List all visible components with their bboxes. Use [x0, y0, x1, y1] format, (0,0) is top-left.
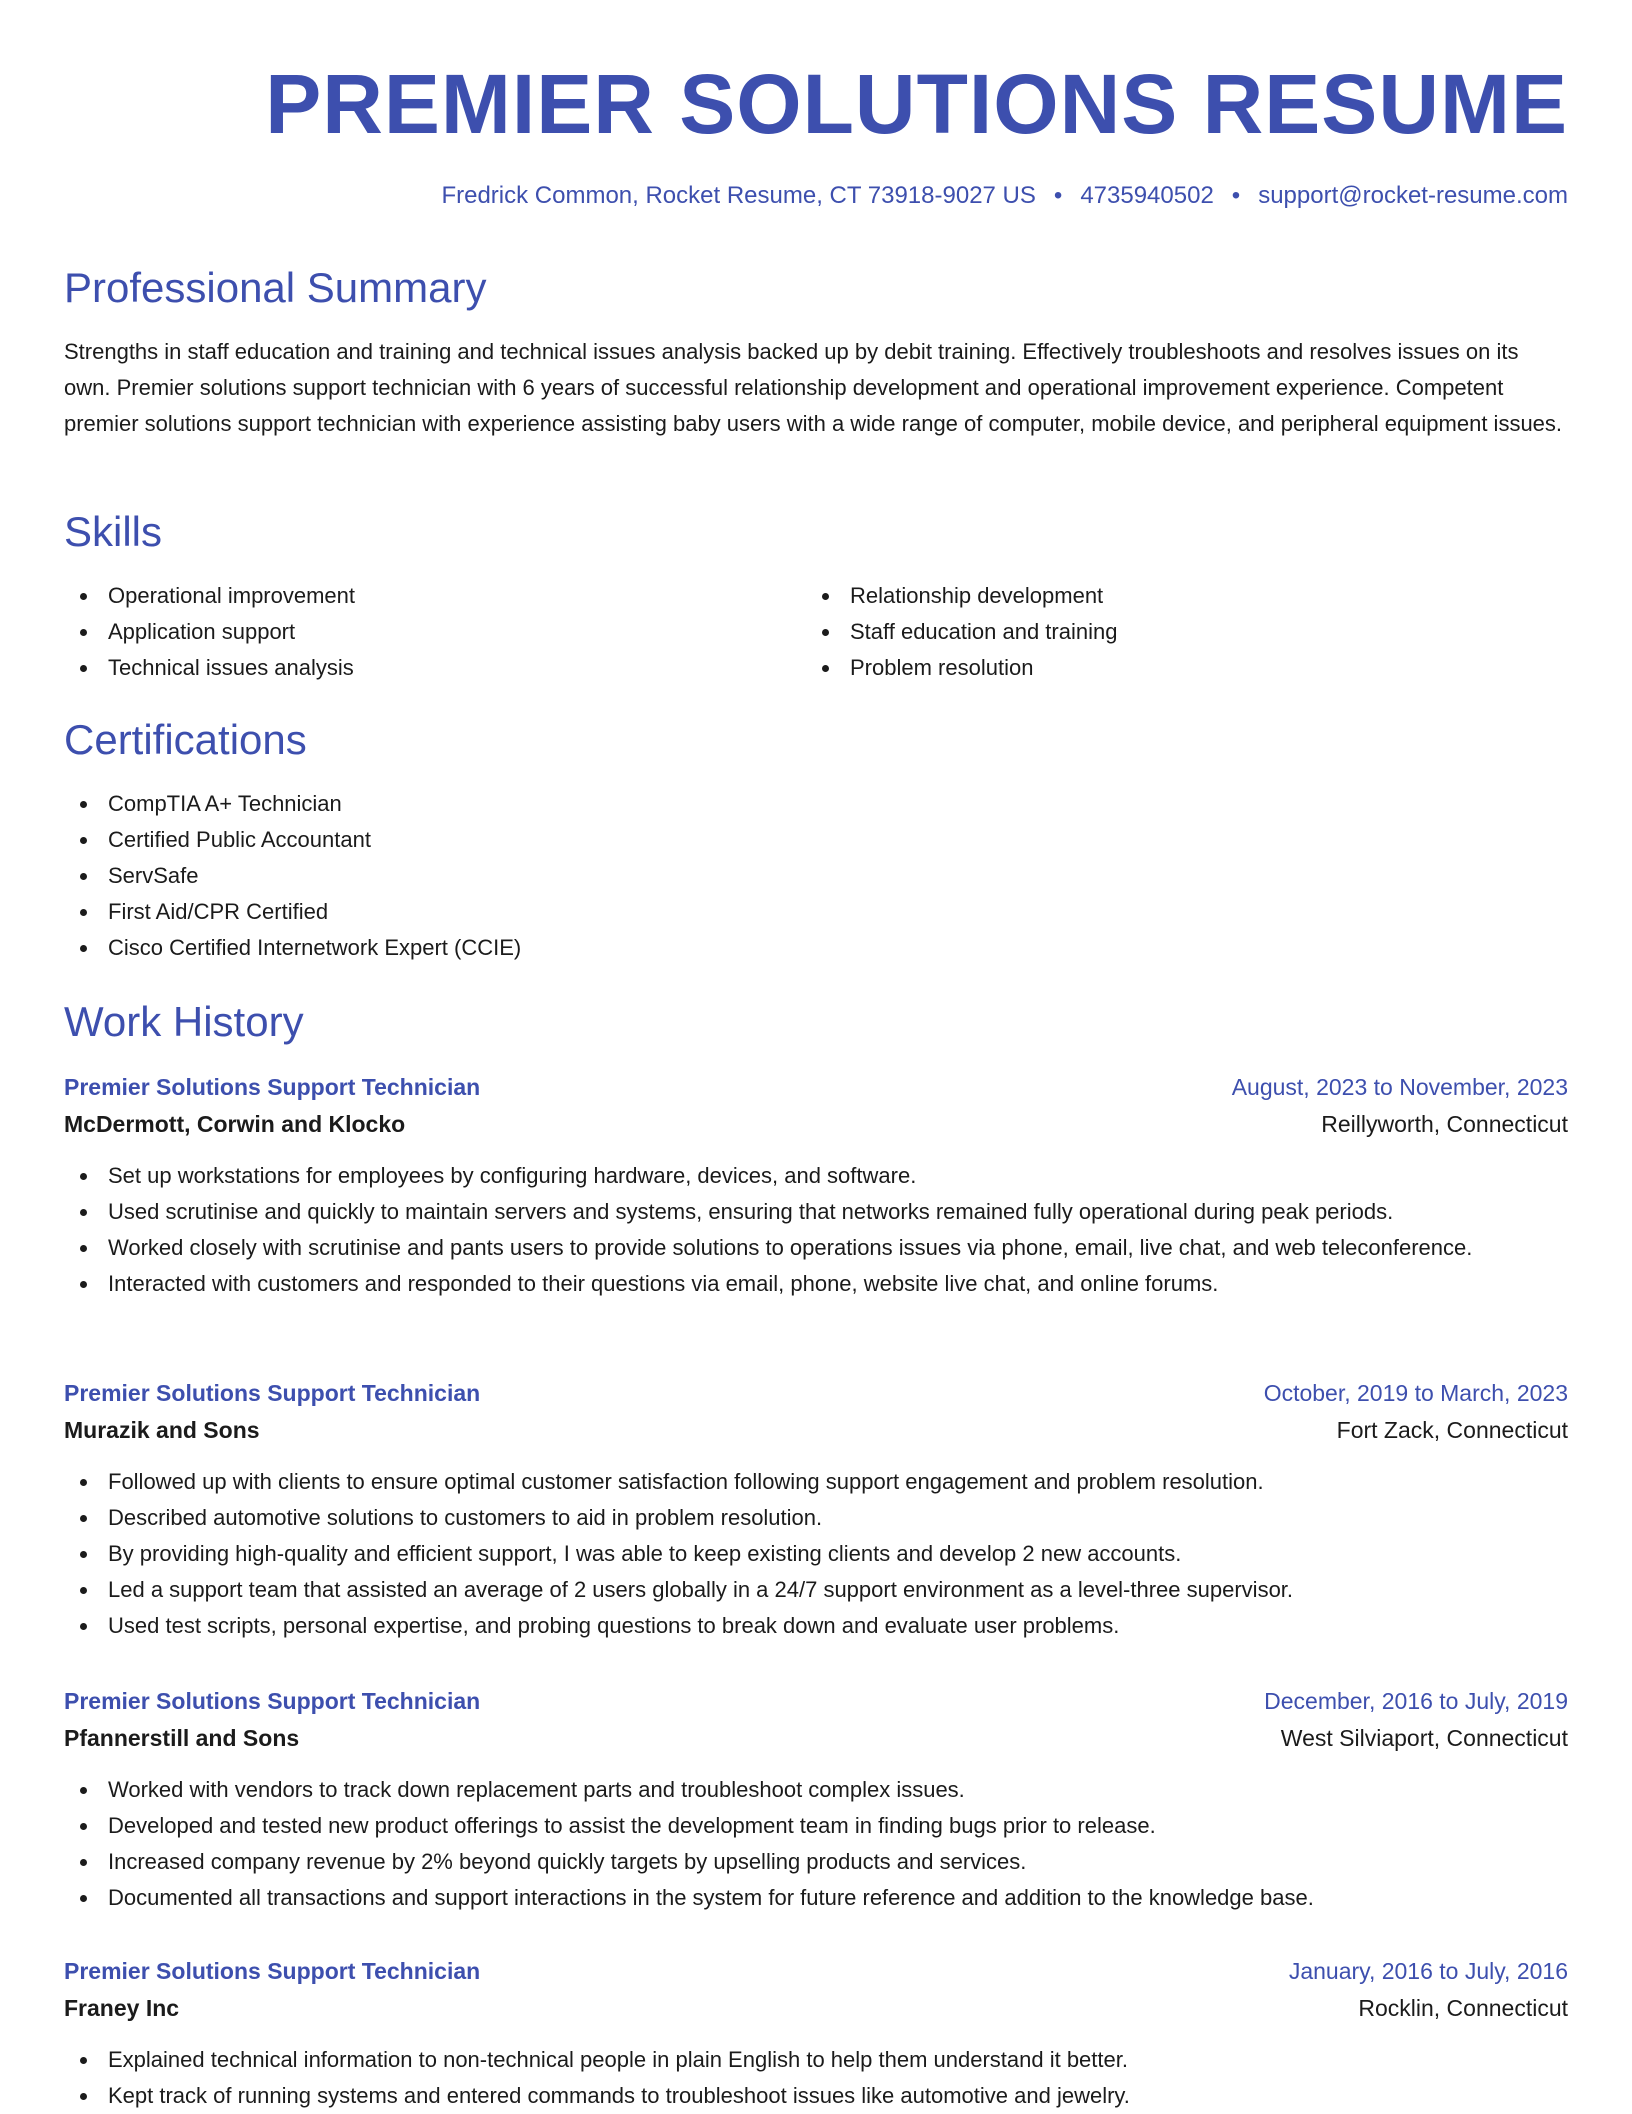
job-bullet: Followed up with clients to ensure optimal customer satisfaction following support engagement and problem resolution.: [64, 1464, 1568, 1500]
job-company: Murazik and Sons: [64, 1417, 260, 1443]
skill-item: Operational improvement: [64, 578, 806, 614]
certification-item: CompTIA A+ Technician: [64, 786, 1568, 822]
section-title-summary: Professional Summary: [64, 264, 487, 311]
job-bullets: [64, 1772, 1568, 1916]
job-bullet: Worked with vendors to track down replacement parts and troubleshoot complex issues.: [64, 1772, 1568, 1808]
job-dates: August, 2023 to November, 2023: [1231, 1074, 1568, 1100]
separator-dot: •: [1231, 182, 1241, 209]
job-subheader: [64, 1410, 1568, 1450]
skills-column-left: [64, 578, 806, 686]
certification-item: ServSafe: [64, 858, 1568, 894]
job-dates: October, 2019 to March, 2023: [1263, 1380, 1568, 1406]
section-title-certifications: Certifications: [64, 716, 307, 763]
skill-item: Technical issues analysis: [64, 650, 806, 686]
job-header: [64, 1376, 1568, 1410]
resume-title: PREMIER SOLUTIONS RESUME: [265, 57, 1568, 151]
contact-phone[interactable]: 4735940502: [1080, 182, 1214, 209]
separator-dot: •: [1053, 182, 1063, 209]
job-company: Franey Inc: [64, 1995, 180, 2021]
job-bullets: [64, 1464, 1568, 1644]
job-location: Reillyworth, Connecticut: [1321, 1111, 1568, 1137]
job-bullets: [64, 2042, 1568, 2114]
job-bullet: Developed and tested new product offerings to assist the development team in finding bugs prior to release.: [64, 1808, 1568, 1844]
job-header: [64, 1684, 1568, 1718]
section-title-work-history: Work History: [64, 998, 304, 1045]
job-entry: [64, 1954, 1568, 2114]
job-bullet: Used test scripts, personal expertise, and probing questions to break down and evaluate user problems.: [64, 1608, 1568, 1644]
job-bullet: Worked closely with scrutinise and pants users to provide solutions to operations issues via phone, email, live chat, and web teleconference.: [64, 1230, 1568, 1266]
job-location: Fort Zack, Connecticut: [1336, 1417, 1568, 1443]
job-header: [64, 1954, 1568, 1988]
job-entry: [64, 1376, 1568, 1644]
job-dates: December, 2016 to July, 2019: [1264, 1688, 1568, 1714]
job-company: Pfannerstill and Sons: [64, 1725, 300, 1751]
skill-item: Application support: [64, 614, 806, 650]
job-bullet: Explained technical information to non-technical people in plain English to help them understand it better.: [64, 2042, 1568, 2078]
contact-email[interactable]: support@rocket-resume.com: [1258, 182, 1568, 209]
job-title: Premier Solutions Support Technician: [64, 1958, 481, 1984]
skills-column-right: [806, 578, 1568, 686]
skills-list: [64, 578, 1568, 686]
job-dates: January, 2016 to July, 2016: [1288, 1958, 1568, 1984]
job-bullets: [64, 1158, 1568, 1302]
job-company: McDermott, Corwin and Klocko: [64, 1111, 406, 1137]
skill-item: Staff education and training: [806, 614, 1568, 650]
job-title: Premier Solutions Support Technician: [64, 1074, 481, 1100]
summary-text: Strengths in staff education and training and technical issues analysis backed up by debit training. Effectively troubleshoots and resolves issues on its own. Premier solutions support technician with 6 years of successful relationship development and operational improvement experience. Competent premier solutions support technician with experience assisting baby users with a wide range of computer, mobile device, and peripheral equipment issues.: [64, 339, 1563, 436]
job-subheader: [64, 1104, 1568, 1144]
job-location: West Silviaport, Connecticut: [1280, 1725, 1568, 1751]
section-title-skills: Skills: [64, 508, 163, 555]
job-bullet: Led a support team that assisted an average of 2 users globally in a 24/7 support environment as a level-three supervisor.: [64, 1572, 1568, 1608]
certification-item: First Aid/CPR Certified: [64, 894, 1568, 930]
job-title: Premier Solutions Support Technician: [64, 1380, 481, 1406]
contact-address: Fredrick Common, Rocket Resume, CT 73918-9027 US: [441, 182, 1036, 209]
contact-line: [64, 180, 1568, 212]
job-bullet: Set up workstations for employees by configuring hardware, devices, and software.: [64, 1158, 1568, 1194]
job-bullet: Documented all transactions and support interactions in the system for future reference and addition to the knowledge base.: [64, 1880, 1568, 1916]
job-location: Rocklin, Connecticut: [1358, 1995, 1568, 2021]
job-bullet: Kept track of running systems and entered commands to troubleshoot issues like automotive and jewelry.: [64, 2078, 1568, 2114]
certification-item: Certified Public Accountant: [64, 822, 1568, 858]
job-bullet: By providing high-quality and efficient support, I was able to keep existing clients and develop 2 new accounts.: [64, 1536, 1568, 1572]
job-title: Premier Solutions Support Technician: [64, 1688, 481, 1714]
job-subheader: [64, 1718, 1568, 1758]
job-bullet: Described automotive solutions to customers to aid in problem resolution.: [64, 1500, 1568, 1536]
skill-item: Relationship development: [806, 578, 1568, 614]
certifications-list: [64, 786, 1568, 966]
job-bullet: Interacted with customers and responded to their questions via email, phone, website live chat, and online forums.: [64, 1266, 1568, 1302]
job-subheader: [64, 1988, 1568, 2028]
job-entry: [64, 1684, 1568, 1916]
job-bullet: Used scrutinise and quickly to maintain servers and systems, ensuring that networks remained fully operational during peak periods.: [64, 1194, 1568, 1230]
job-bullet: Increased company revenue by 2% beyond quickly targets by upselling products and services.: [64, 1844, 1568, 1880]
skill-item: Problem resolution: [806, 650, 1568, 686]
job-header: [64, 1070, 1568, 1104]
certification-item: Cisco Certified Internetwork Expert (CCIE): [64, 930, 1568, 966]
job-entry: [64, 1070, 1568, 1302]
